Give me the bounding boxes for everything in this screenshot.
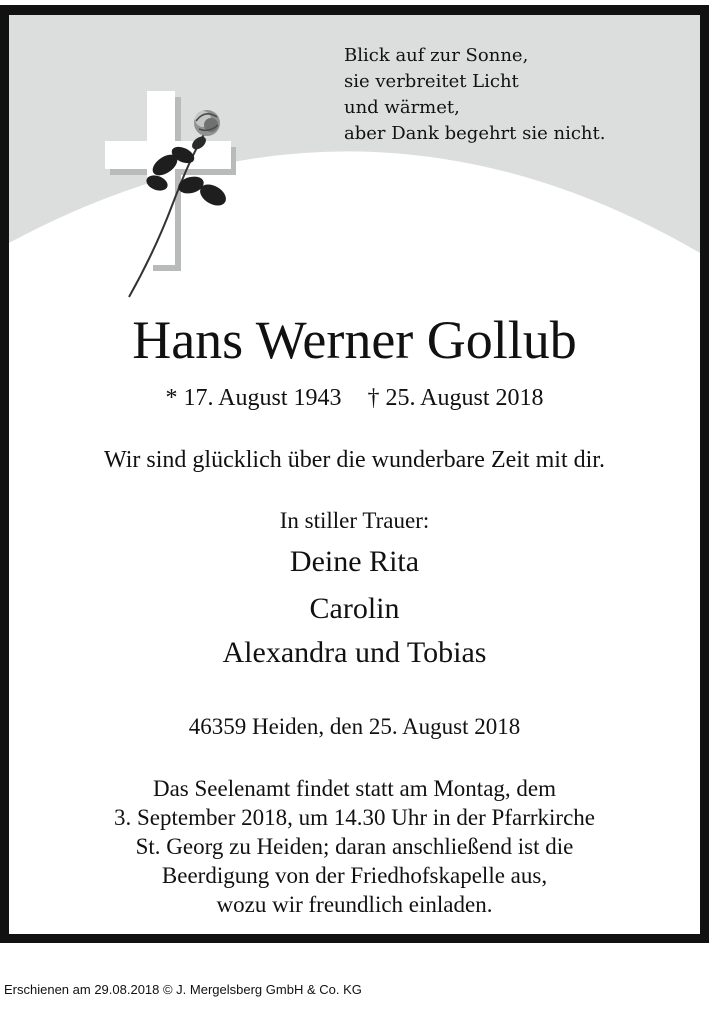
cross-with-rose-icon [99,85,239,305]
obituary-frame [0,5,709,943]
death-date: † 25. August 2018 [367,385,544,411]
service-line: 3. September 2018, um 14.30 Uhr in der Pfarrkirche [114,805,595,830]
place-and-date: 46359 Heiden, den 25. August 2018 [188,714,521,739]
deceased-name: Hans Werner Gollub [132,310,577,370]
poem [344,43,605,147]
poem-line: Blick auf zur Sonne, [344,45,529,66]
poem-line: und wärmet, [344,97,460,118]
service-line: Das Seelenamt findet statt am Montag, dem [152,776,557,801]
service-line: wozu wir freundlich einladen. [216,892,493,917]
life-dates [9,383,700,413]
poem-line: aber Dank begehrt sie nicht. [344,123,606,144]
service-notice [9,774,700,919]
birth-date: * 17. August 1943 [165,385,342,411]
mourner-name: Alexandra und Tobias [222,636,487,669]
memorial-quote: Wir sind glücklich über die wunderbare Zeit mit dir. [104,447,605,473]
mourner-name: Carolin [309,592,400,625]
poem-line: sie verbreitet Licht [344,71,519,92]
publication-footer: Erschienen am 29.08.2018 © J. Mergelsberg GmbH & Co. KG [4,982,362,997]
service-line: St. Georg zu Heiden; daran anschließend ist die [135,834,574,859]
service-line: Beerdigung von der Friedhofskapelle aus, [161,863,548,888]
mourners-label: In stiller Trauer: [279,508,430,533]
mourner-name: Deine Rita [289,545,420,578]
